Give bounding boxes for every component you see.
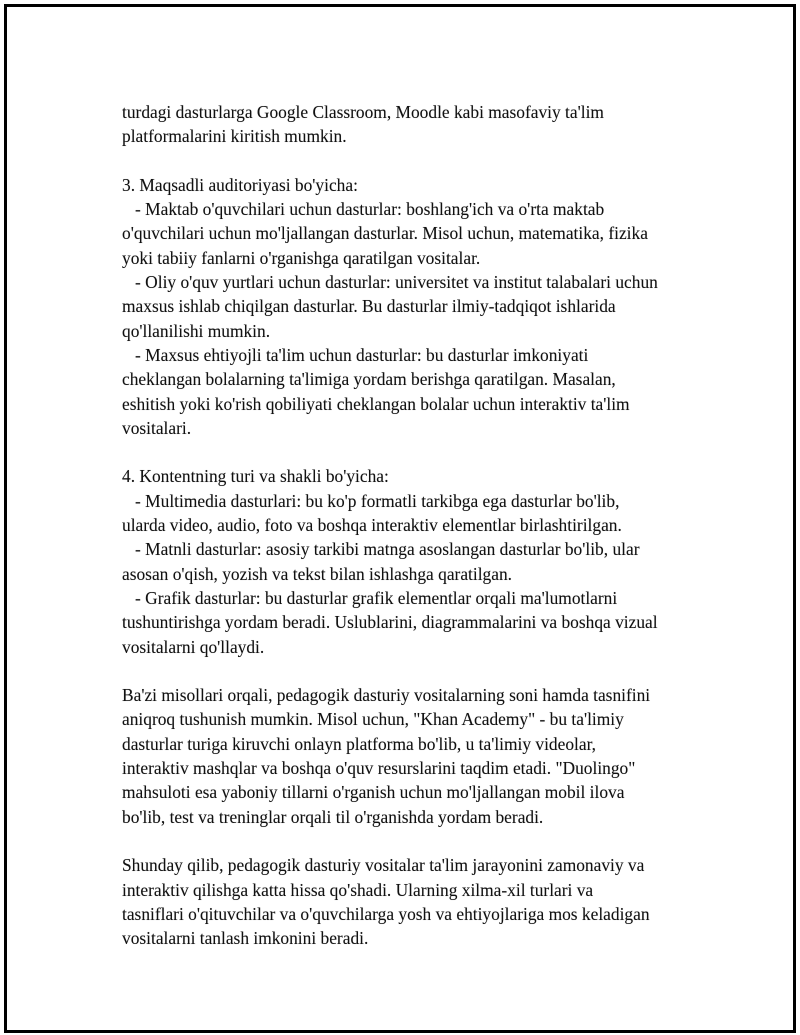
text-line: vositalari. bbox=[122, 417, 192, 438]
paragraph-gap bbox=[122, 829, 722, 853]
text-line: ularda video, audio, foto va boshqa interaktiv elementlar birlashtirilgan. bbox=[122, 515, 622, 536]
text-line: - Matnli dasturlar: asosiy tarkibi matnga asoslangan dasturlar bo'lib, ular bbox=[122, 539, 640, 560]
section-heading: 4. Kontentning turi va shakli bo'yicha: bbox=[122, 466, 389, 487]
paragraph-gap bbox=[122, 440, 722, 464]
text-line: eshitish yoki ko'rish qobiliyati cheklangan bolalar uchun interaktiv ta'lim bbox=[122, 393, 630, 414]
text-line: o'quvchilari uchun mo'ljallangan dasturlar. Misol uchun, matematika, fizika bbox=[122, 223, 648, 244]
text-line: vositalarni qo'llaydi. bbox=[122, 636, 265, 657]
paragraph-gap bbox=[122, 659, 722, 683]
text-line: platformalarini kiritish mumkin. bbox=[122, 126, 347, 147]
paragraph-gap bbox=[122, 149, 722, 173]
text-line: - Oliy o'quv yurtlari uchun dasturlar: universitet va institut talabalari uchun bbox=[122, 272, 658, 293]
text-line: Shunday qilib, pedagogik dasturiy vositalar ta'lim jarayonini zamonaviy va bbox=[122, 855, 645, 876]
page-frame bbox=[4, 4, 796, 1033]
text-line: Ba'zi misollari orqali, pedagogik dasturiy vositalarning soni hamda tasnifini bbox=[122, 685, 651, 706]
text-line: turdagi dasturlarga Google Classroom, Moodle kabi masofaviy ta'lim bbox=[122, 102, 604, 122]
text-line: interaktiv qilishga katta hissa qo'shadi. Ularning xilma-xil turlari va bbox=[122, 879, 594, 900]
text-line: - Maxsus ehtiyojli ta'lim uchun dasturlar: bu dasturlar imkoniyati bbox=[122, 344, 589, 365]
text-line: asosan o'qish, yozish va tekst bilan ishlashga qaratilgan. bbox=[122, 563, 512, 584]
text-line: qo'llanilishi mumkin. bbox=[122, 320, 271, 341]
text-line: maxsus ishlab chiqilgan dasturlar. Bu dasturlar ilmiy-tadqiqot ishlarida bbox=[122, 296, 616, 317]
text-line: vositalarni tanlash imkonini beradi. bbox=[122, 928, 369, 949]
text-line: mahsuloti esa yaboniy tillarni o'rganish uchun mo'ljallangan mobil ilova bbox=[122, 782, 625, 803]
text-line: - Grafik dasturlar: bu dasturlar grafik elementlar orqali ma'lumotlarni bbox=[122, 587, 618, 608]
document-text bbox=[122, 100, 722, 950]
text-line: yoki tabiiy fanlarni o'rganishga qaratilgan vositalar. bbox=[122, 247, 481, 268]
text-line: cheklangan bolalarning ta'limiga yordam berishga qaratilgan. Masalan, bbox=[122, 369, 616, 390]
text-line: aniqroq tushunish mumkin. Misol uchun, "Khan Academy" - bu ta'limiy bbox=[122, 709, 624, 730]
text-line: dasturlar turiga kiruvchi onlayn platforma bo'lib, u ta'limiy videolar, bbox=[122, 733, 597, 754]
text-line: bo'lib, test va treninglar orqali til o'rganishda yordam beradi. bbox=[122, 806, 544, 827]
text-line: - Multimedia dasturlari: bu ko'p formatli tarkibga ega dasturlar bo'lib, bbox=[122, 490, 620, 511]
section-heading: 3. Maqsadli auditoriyasi bo'yicha: bbox=[122, 174, 358, 195]
text-line: - Maktab o'quvchilari uchun dasturlar: boshlang'ich va o'rta maktab bbox=[122, 199, 605, 220]
text-line: interaktiv mashqlar va boshqa o'quv resurslarini taqdim etadi. "Duolingo" bbox=[122, 758, 636, 779]
text-line: tushuntirishga yordam beradi. Uslublarini, diagrammalarini va boshqa vizual bbox=[122, 612, 658, 633]
text-line: tasniflari o'qituvchilar va o'quvchilarga yosh va ehtiyojlariga mos keladigan bbox=[122, 903, 650, 924]
